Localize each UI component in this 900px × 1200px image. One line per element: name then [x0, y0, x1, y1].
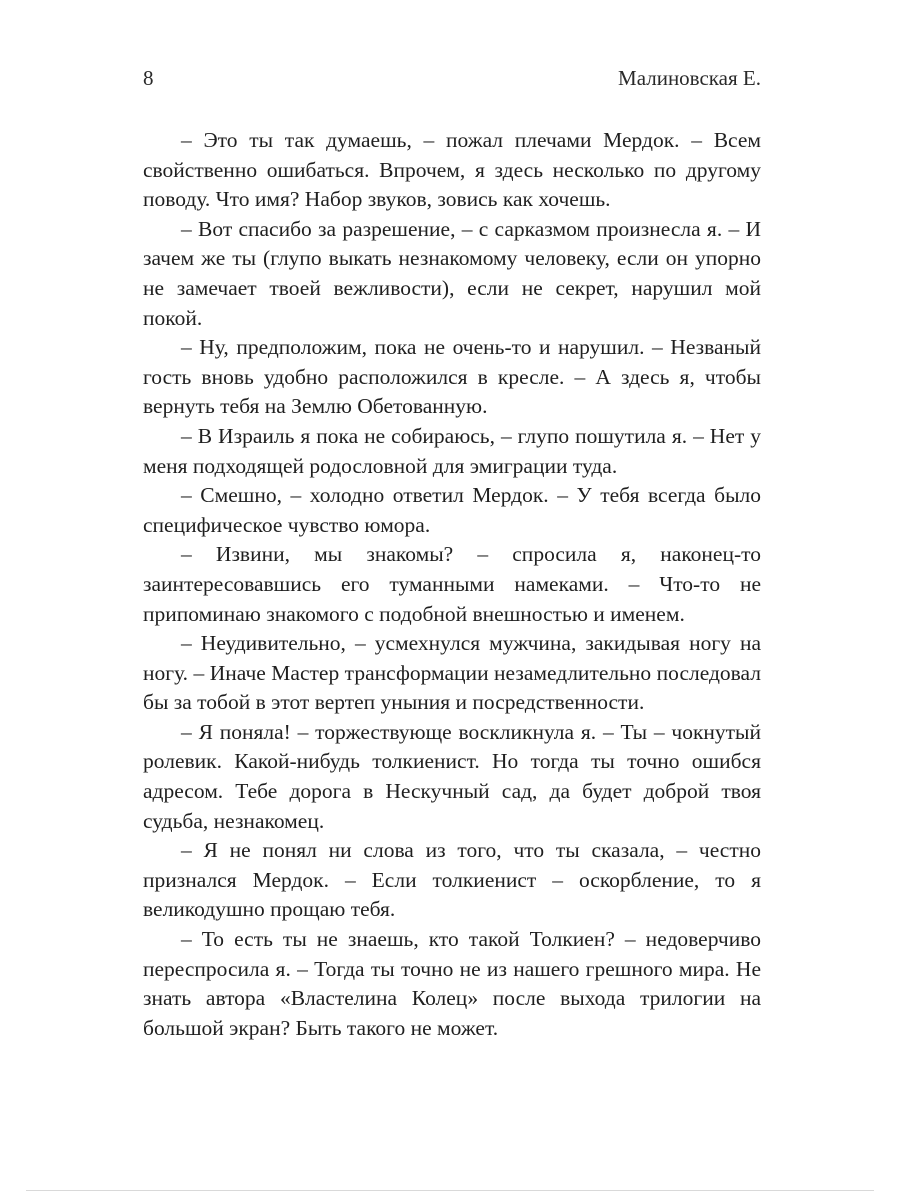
paragraph: – Ну, предположим, пока не очень-то и нарушил. – Незваный гость вновь удобно расположился в кресле. – А здесь я, чтобы вернуть тебя на Землю Обетованную. [143, 335, 761, 419]
running-header-author: Малиновская Е. [618, 66, 761, 90]
paragraph: – Я не понял ни слова из того, что ты сказала, – честно признался Мердок. – Если толкиенист – оскорбление, то я великодушно прощаю тебя. [143, 838, 761, 922]
paragraph: – То есть ты не знаешь, кто такой Толкиен? – недоверчиво переспросила я. – Тогда ты точно не из нашего грешного мира. Не знать автора «Властелина Колец» после выхода трилогии на большой экран? Быть такого не может. [143, 927, 761, 1040]
paragraph: – В Израиль я пока не собираюсь, – глупо пошутила я. – Нет у меня подходящей родословной для эмиграции туда. [143, 423, 761, 478]
page-number: 8 [143, 66, 154, 90]
page-bottom-rule [26, 1190, 874, 1191]
paragraph: – Это ты так думаешь, – пожал плечами Мердок. – Всем свойственно ошибаться. Впрочем, я здесь несколько по другому поводу. Что имя? Набор звуков, зовись как хочешь. [143, 128, 761, 212]
paragraph: – Неудивительно, – усмехнулся мужчина, закидывая ногу на ногу. – Иначе Мастер трансформации незамедлительно последовал бы за тобой в этот вертеп уныния и посредственности. [143, 631, 761, 715]
paragraph: – Я поняла! – торжествующе воскликнула я. – Ты – чокнутый ролевик. Какой-нибудь толкиенист. Но тогда ты точно ошибся адресом. Тебе дорога в Нескучный сад, да будет доброй твоя судьба, незнакомец. [143, 719, 761, 833]
page-body-text [143, 126, 761, 1043]
running-header [143, 66, 761, 91]
paragraph: – Смешно, – холодно ответил Мердок. – У тебя всегда было специфическое чувство юмора. [143, 483, 761, 537]
paragraph: – Вот спасибо за разрешение, – с сарказмом произнесла я. – И зачем же ты (глупо выкать незнакомому человеку, если он упорно не замечает твоей вежливости), если не секрет, нарушил мой покой. [143, 216, 761, 330]
paragraph: – Извини, мы знакомы? – спросила я, наконец-то заинтересовавшись его туманными намеками. – Что-то не припоминаю знакомого с подобной внешностью и именем. [143, 542, 761, 626]
